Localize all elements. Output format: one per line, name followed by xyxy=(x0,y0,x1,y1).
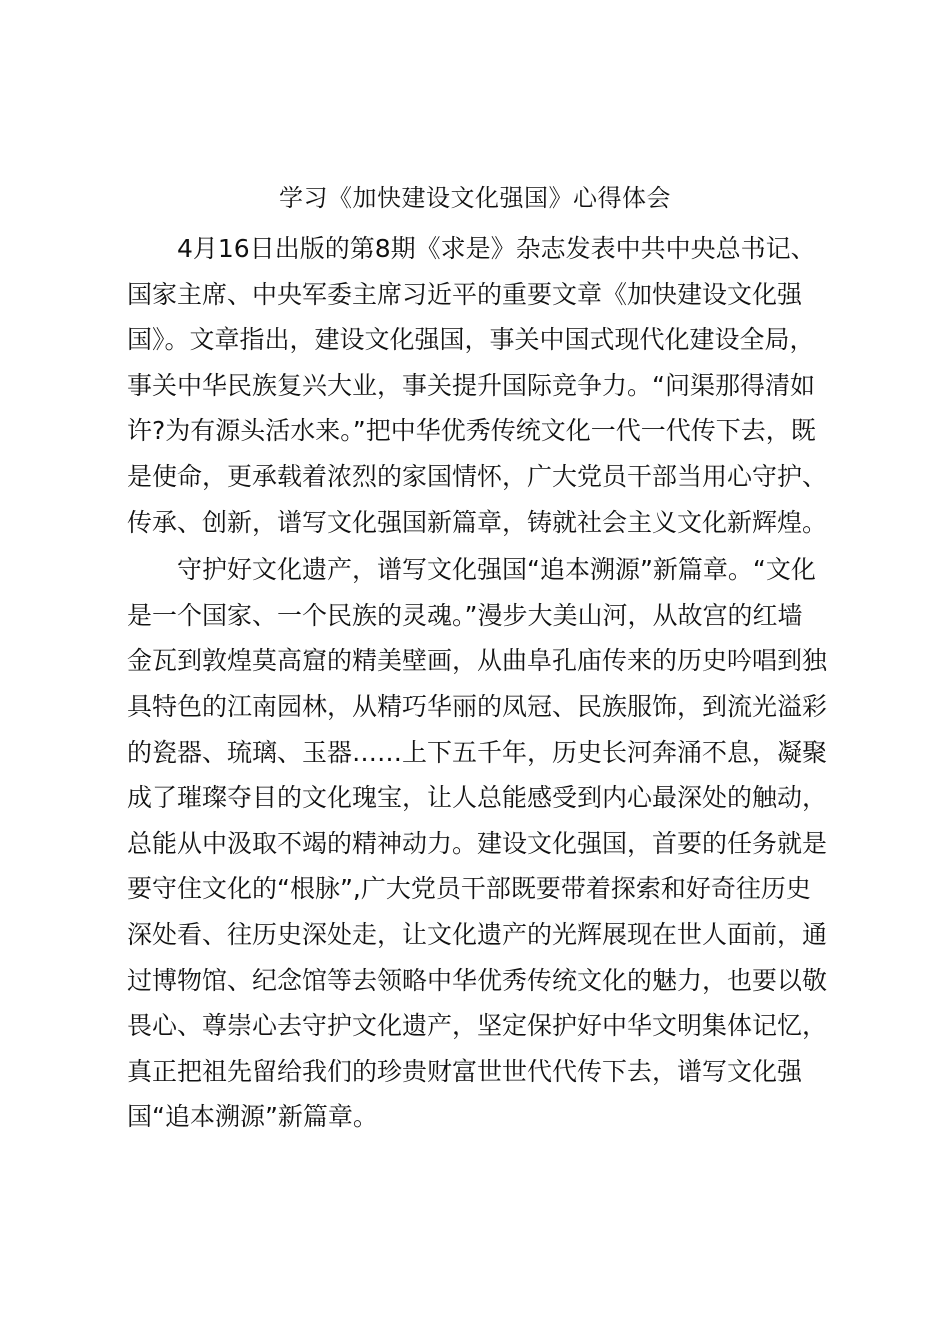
paragraph-2: 守护好文化遗产，谱写文化强国“追本溯源”新篇章。“文化是一个国家、一个民族的灵魂。”漫步大美山河，从故宫的红墙金瓦到敦煌莫高窟的精美壁画，从曲阜孔庙传来的历史吟唱到独具特色的江南园林，从精巧华丽的凤冠、民族服饰，到流光溢彩的瓷器、琉璃、玉器……上下五千年，历史长河奔涌不息，凝聚成了璀璨夺目的文化瑰宝，让人总能感受到内心最深处的触动，总能从中汲取不竭的精神动力。建设文化强国，首要的任务就是要守住文化的“根脉”,广大党员干部既要带着探索和好奇往历史深处看、往历史深处走，让文化遗产的光辉展现在世人面前，通过博物馆、纪念馆等去领略中华优秀传统文化的魅力，也要以敬畏心、尊崇心去守护文化遗产，坚定保护好中华文明集体记忆，真正把祖先留给我们的珍贵财富世世代代传下去，谱写文化强国“追本溯源”新篇章。 xyxy=(127,555,828,1132)
document-body xyxy=(127,226,827,1142)
paragraph-1: 4月16日出版的第8期《求是》杂志发表中共中央总书记、国家主席、中央军委主席习近平的重要文章《加快建设文化强国》。文章指出，建设文化强国，事关中国式现代化建设全局，事关中华民族复兴大业，事关提升国际竞争力。“问渠那得清如许?为有源头活水来。”把中华优秀传统文化一代一代传下去，既是使命，更承载着浓烈的家国情怀，广大党员干部当用心守护、传承、创新，谱写文化强国新篇章，铸就社会主义文化新辉煌。 xyxy=(127,234,828,537)
document-title: 学习《加快建设文化强国》心得体会 xyxy=(279,184,671,212)
